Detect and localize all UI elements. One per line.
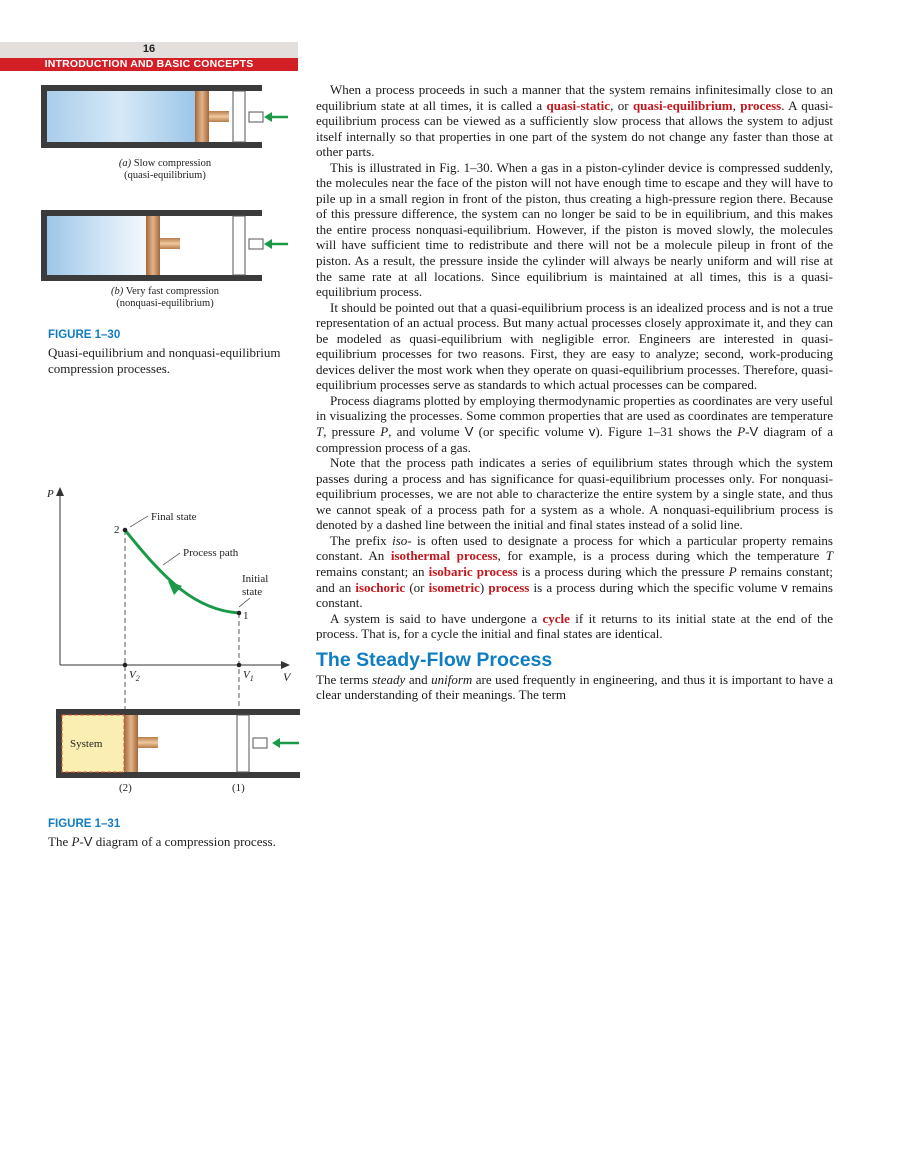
p6-i: is a process during which the specific volume xyxy=(529,579,782,595)
p4-p2: P xyxy=(737,424,746,440)
p8-c: are used frequently in engineering, and thus it is important to have a clear understanding of their meanings. The term xyxy=(316,671,833,703)
p-axis-arrow xyxy=(56,487,64,496)
p6-p: P xyxy=(728,563,737,579)
section-title: The Steady-Flow Process xyxy=(316,648,553,671)
keyword-isobaric-process: isobaric process xyxy=(428,563,518,579)
p8-a: The terms xyxy=(316,671,373,687)
p-axis-label: P xyxy=(47,488,54,500)
page-number: 16 xyxy=(142,43,156,55)
p6-iso: iso- xyxy=(392,532,412,548)
p6-a: The prefix xyxy=(330,532,393,548)
chapter-title: INTRODUCTION AND BASIC CONCEPTS xyxy=(44,58,254,70)
svg-text:V2 xyxy=(129,669,140,683)
keyword-process: process xyxy=(740,97,782,113)
initial-state-line2: state xyxy=(242,586,263,598)
v2-label: V xyxy=(129,669,136,681)
caption-b-text: Very fast compression xyxy=(125,286,219,297)
paragraph-5: Note that the process path indicates a series of equilibrium states through which the system passes during a process and has significance for quasi-equilibrium processes only. For nonquasi-equilibrium processes, we are not able to characterize the entire system by a single state, and thus we cannot speak of a process path for a system as a whole. A nonquasi-equilibrium process is denoted by a dashed line between the initial and final states instead of a solid line. xyxy=(316,455,833,533)
p1-b: , or xyxy=(610,97,633,113)
p4-f: diagram of a compression process of a gas. xyxy=(316,424,833,455)
p6-g: (or xyxy=(405,579,429,595)
fig31-text-dash: - xyxy=(79,834,84,849)
figure-1-31-caption xyxy=(48,834,288,850)
figure-1-30-caption: Quasi-equilibrium and nonquasi-equilibrium compression processes. xyxy=(48,345,281,376)
fig31-text-a: The xyxy=(48,834,72,849)
keyword-cycle: cycle xyxy=(542,610,570,626)
svg-text:V1 xyxy=(243,669,254,683)
cylinder-slow-compression xyxy=(41,85,288,148)
fig31-text-p: P xyxy=(71,834,80,849)
p4-c: , and volume xyxy=(388,424,465,440)
keyword-isochoric: isochoric xyxy=(355,579,406,595)
keyword-process-2: process xyxy=(488,579,530,595)
system-label: System xyxy=(70,738,103,750)
v2-dot xyxy=(123,663,128,668)
pos-1-label: (1) xyxy=(232,782,245,794)
p1-a: When a process proceeds in such a manner that the system remains infinitesimally close to an equilibrium state at all times, it is called a xyxy=(316,82,833,113)
point-1-label: 1 xyxy=(243,610,249,622)
p4-a: Process diagrams plotted by employing thermodynamic properties as coordinates are very useful in visualizing the processes. Some common properties that are used as coordinates are temperature xyxy=(316,392,833,424)
p7-b: if it returns to its initial state at the end of the process. That is, for a cycle the initial and final states are identical. xyxy=(316,610,833,642)
p1-d: . A quasi-equilibrium process can be viewed as a sufficiently slow process that allows the system to adjust itself internally so that properties in one part of the system do not change any faster than those at other parts. xyxy=(316,97,833,160)
paragraph-1 xyxy=(316,82,833,160)
p6-d: remains constant; an xyxy=(316,563,429,579)
p6-b: is often used to designate a process for which a particular property remains constant. An xyxy=(316,532,833,564)
p8-b: and xyxy=(405,671,432,687)
cylinder-pv xyxy=(56,709,300,778)
paragraph-6 xyxy=(316,533,833,611)
paragraph-3: It should be pointed out that a quasi-equilibrium process is an idealized process and is not a true representation of an actual process. But many actual processes closely approximate it, and they can be modeled as quasi-equilibrium with negligible error. Engineers are interested in quasi-equilibrium processes for two reasons. First, they are easy to analyze; second, work-producing devices deliver the most work when they operate on quasi-equilibrium processes. Therefore, quasi-equilibrium processes serve as standards to which actual processes can be compared. xyxy=(316,299,833,393)
figure-1-30-drawing xyxy=(0,70,300,370)
p4-sv: v xyxy=(588,424,596,440)
p6-c: , for example, is a process during which the temperature xyxy=(497,548,826,564)
point-2-label: 2 xyxy=(114,524,120,536)
paragraph-4 xyxy=(316,393,833,455)
p4-v: V xyxy=(464,424,474,440)
p6-t: T xyxy=(825,548,833,564)
keyword-isothermal-process: isothermal process xyxy=(390,548,498,564)
process-path-label: Process path xyxy=(183,547,239,559)
v1-subscript: 1 xyxy=(249,674,254,683)
p4-p: P xyxy=(380,424,389,440)
initial-state-line1: Initial xyxy=(242,573,269,585)
fig31-text-b: diagram of a compression process. xyxy=(92,834,276,849)
p8-uniform: uniform xyxy=(431,671,473,687)
cylinder-fast-compression xyxy=(41,210,288,281)
p6-e: is a process during which the pressure xyxy=(517,563,729,579)
figure-1-31-drawing xyxy=(0,485,310,795)
keyword-isometric: isometric xyxy=(428,579,480,595)
p4-d: (or specific volume xyxy=(473,424,589,440)
point-1-dot xyxy=(237,611,242,616)
p7-a: A system is said to have undergone a xyxy=(330,610,543,626)
caption-a: (a) Slow compression (quasi-equilibrium) xyxy=(60,158,270,182)
v1-dot xyxy=(237,663,242,668)
p4-dash: - xyxy=(745,424,750,440)
p4-t: T xyxy=(316,424,324,440)
caption-b-line2: (nonquasi-equilibrium) xyxy=(116,298,214,309)
caption-a-line2: (quasi-equilibrium) xyxy=(124,170,206,181)
caption-a-text: Slow compression xyxy=(133,158,212,169)
v-axis-label: V xyxy=(283,670,291,684)
p6-f: remains constant; and an xyxy=(316,563,834,595)
pos-2-label: (2) xyxy=(119,782,132,794)
keyword-quasi-static: quasi-static xyxy=(546,97,611,113)
figure-1-31-number: FIGURE 1–31 xyxy=(48,818,121,830)
paragraph-7 xyxy=(316,611,833,642)
fig31-text-v: V xyxy=(83,834,93,849)
main-text-column xyxy=(316,82,833,703)
p6-v: v xyxy=(781,579,788,595)
paragraph-2: This is illustrated in Fig. 1–30. When a gas in a piston-cylinder device is compressed suddenly, the molecules near the face of the piston will not have enough time to escape and they will have to pile up in a small region in front of the piston, thus creating a high-pressure region there. Because of this pressure difference, the system can no longer be said to be in equilibrium, and this makes the entire process nonquasi-equilibrium. However, if the piston is moved slowly, the molecules will have sufficient time to redistribute and there will not be a molecule pileup in front of the piston. As a result, the pressure inside the cylinder will always be nearly uniform and will rise at the same rate at all locations. Since equilibrium is maintained at all times, this is a quasi-equilibrium process. xyxy=(316,159,833,300)
p1-c: , xyxy=(732,97,741,113)
p6-j: remains constant. xyxy=(316,579,833,611)
paragraph-8 xyxy=(316,672,833,703)
v2-subscript: 2 xyxy=(135,674,140,683)
figure-1-30-number: FIGURE 1–30 xyxy=(48,329,121,341)
v1-label: V xyxy=(243,669,250,681)
keyword-quasi-equilibrium: quasi-equilibrium xyxy=(632,97,733,113)
p4-e: ). Figure 1–31 shows the xyxy=(595,424,738,440)
p4-v2: V xyxy=(749,424,759,440)
p4-b: , pressure xyxy=(323,424,381,440)
v-axis-arrow xyxy=(281,661,290,669)
p8-steady: steady xyxy=(372,671,406,687)
process-path-curve xyxy=(125,530,239,613)
p6-h: ) xyxy=(479,579,489,595)
caption-b: (b) Very fast compression (nonquasi-equilibrium) xyxy=(60,286,270,310)
final-state-label: Final state xyxy=(151,511,197,523)
point-2-dot xyxy=(123,528,128,533)
